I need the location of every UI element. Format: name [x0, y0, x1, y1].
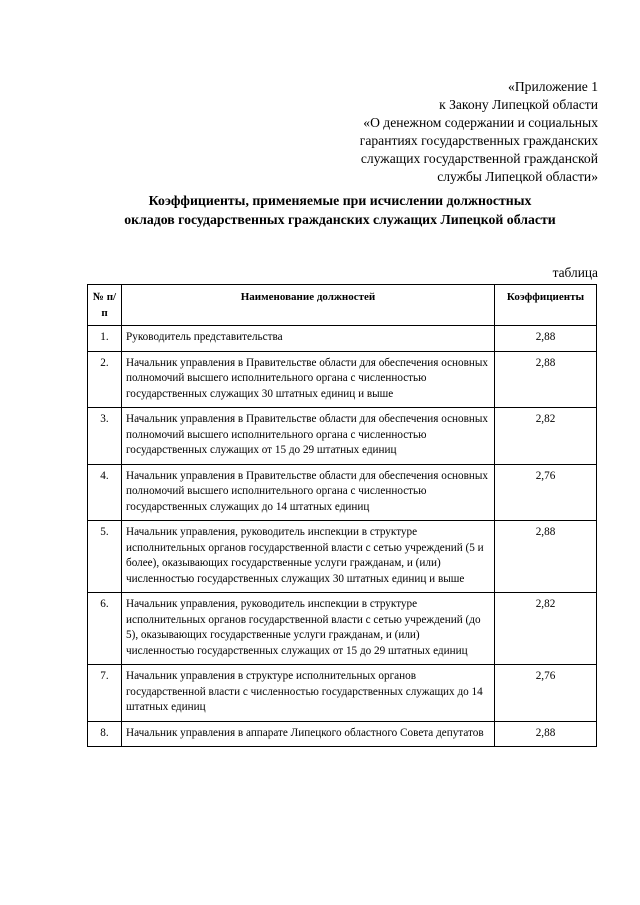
appendix-line: «О денежном содержании и социальных	[363, 115, 598, 130]
row-number: 3.	[88, 408, 122, 465]
row-position-name: Начальник управления в аппарате Липецкого областного Совета депутатов	[122, 721, 495, 747]
row-position-name: Начальник управления, руководитель инспекции в структуре исполнительных органов государственной власти с сетью учреждений (до 5), оказывающих государственные услуги гражданам, и (или) численностью государственных служащих от 15 до 29 штатных единиц	[122, 593, 495, 665]
table-row	[88, 665, 597, 722]
table-row	[88, 521, 597, 593]
row-coefficient: 2,88	[495, 721, 597, 747]
row-coefficient: 2,88	[495, 351, 597, 408]
row-number: 1.	[88, 326, 122, 352]
row-coefficient: 2,76	[495, 464, 597, 521]
row-position-name: Начальник управления в Правительстве области для обеспечения основных полномочий высшего исполнительного органа с численностью государственных служащих от 15 до 29 штатных единиц	[122, 408, 495, 465]
row-coefficient: 2,88	[495, 521, 597, 593]
table-header-row	[88, 285, 597, 326]
appendix-line: службы Липецкой области»	[437, 169, 598, 184]
appendix-line: служащих государственной гражданской	[360, 151, 598, 166]
row-number: 5.	[88, 521, 122, 593]
row-position-name: Начальник управления, руководитель инспекции в структуре исполнительных органов государственной власти с сетью учреждений (5 и более), оказывающих государственные услуги гражданам, и (или) численностью государственных служащих 30 штатных единиц и выше	[122, 521, 495, 593]
table-row	[88, 408, 597, 465]
table-row	[88, 351, 597, 408]
header-position-name: Наименование должностей	[122, 285, 495, 326]
header-number: № п/п	[88, 285, 122, 326]
row-position-name: Руководитель представительства	[122, 326, 495, 352]
appendix-line: к Закону Липецкой области	[439, 97, 598, 112]
row-number: 7.	[88, 665, 122, 722]
table-row	[88, 593, 597, 665]
title-line: Коэффициенты, применяемые при исчислении должностных	[148, 193, 532, 208]
row-number: 8.	[88, 721, 122, 747]
row-number: 4.	[88, 464, 122, 521]
appendix-line: «Приложение 1	[508, 79, 598, 94]
appendix-reference	[360, 78, 598, 186]
row-coefficient: 2,76	[495, 665, 597, 722]
row-coefficient: 2,82	[495, 593, 597, 665]
row-coefficient: 2,82	[495, 408, 597, 465]
table-caption: таблица	[552, 265, 598, 280]
appendix-line: гарантиях государственных гражданских	[359, 133, 598, 148]
title-line: окладов государственных гражданских служащих Липецкой области	[124, 212, 556, 227]
header-coefficient: Коэффициенты	[495, 285, 597, 326]
table-row	[88, 721, 597, 747]
row-number: 6.	[88, 593, 122, 665]
row-position-name: Начальник управления в Правительстве области для обеспечения основных полномочий высшего исполнительного органа с численностью государственных служащих до 14 штатных единиц	[122, 464, 495, 521]
document-title	[60, 191, 620, 229]
table-row	[88, 326, 597, 352]
table-row	[88, 464, 597, 521]
coefficients-table	[87, 284, 597, 747]
row-coefficient: 2,88	[495, 326, 597, 352]
row-position-name: Начальник управления в Правительстве области для обеспечения основных полномочий высшего исполнительного органа с численностью государственных служащих 30 штатных единиц и выше	[122, 351, 495, 408]
row-position-name: Начальник управления в структуре исполнительных органов государственной власти с численностью государственных служащих до 14 штатных единиц	[122, 665, 495, 722]
row-number: 2.	[88, 351, 122, 408]
